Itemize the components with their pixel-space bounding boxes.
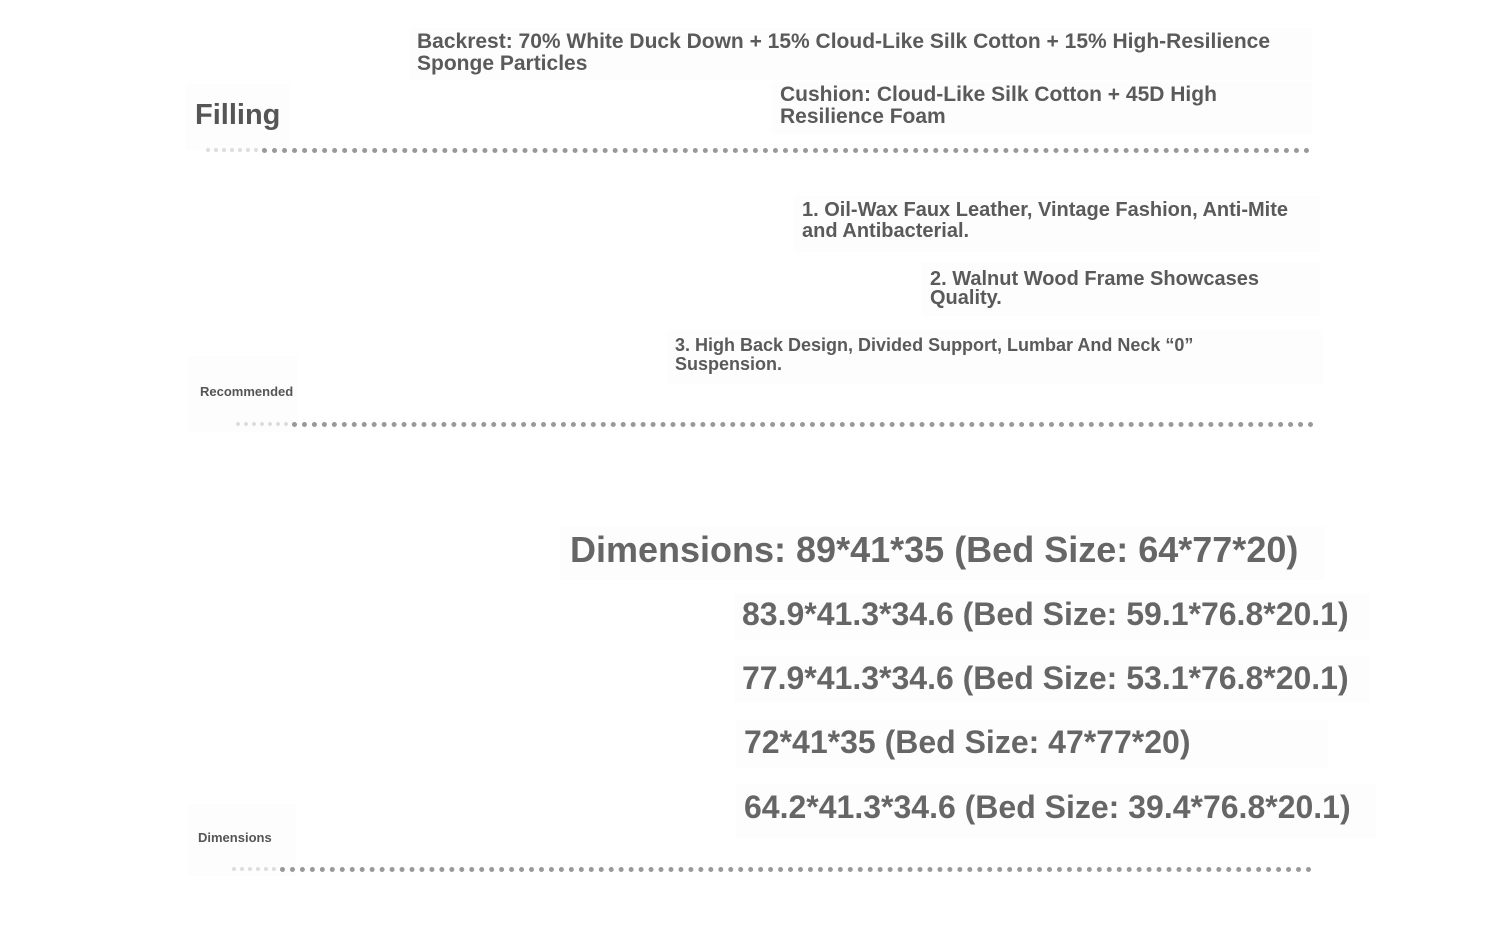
backrest-text: Backrest: 70% White Duck Down + 15% Cloud-Like Silk Cotton + 15% High-Resilience Sponge Particles: [417, 30, 1271, 76]
dimensions-label: Dimensions: [198, 830, 272, 845]
recommended-point-2: 2. Walnut Wood Frame Showcases Quality.: [930, 268, 1259, 310]
recommended-divider: [292, 422, 1314, 427]
size-option-3: 72*41*35 (Bed Size: 47*77*20): [744, 724, 1191, 760]
recommended-label: Recommended: [200, 384, 294, 399]
cushion-text: Cushion: Cloud-Like Silk Cotton + 45D High Resilience Foam: [780, 83, 1217, 129]
recommended-divider-fade: [236, 422, 296, 426]
filling-divider: [262, 148, 1310, 153]
size-option-4: 64.2*41.3*34.6 (Bed Size: 39.4*76.8*20.1): [744, 789, 1351, 825]
filling-label: Filling: [195, 99, 281, 131]
dimensions-divider: [280, 867, 1312, 872]
filling-divider-fade: [206, 148, 266, 152]
dimensions-main: Dimensions: 89*41*35 (Bed Size: 64*77*20): [570, 529, 1299, 570]
dimensions-divider-fade: [232, 867, 284, 871]
size-option-1: 83.9*41.3*34.6 (Bed Size: 59.1*76.8*20.1): [742, 596, 1349, 632]
recommended-point-3: 3. High Back Design, Divided Support, Lumbar And Neck “0” Suspension.: [675, 335, 1194, 375]
recommended-point-1: 1. Oil-Wax Faux Leather, Vintage Fashion, Anti-Mite and Antibacterial.: [802, 199, 1289, 243]
size-option-2: 77.9*41.3*34.6 (Bed Size: 53.1*76.8*20.1): [742, 660, 1349, 696]
